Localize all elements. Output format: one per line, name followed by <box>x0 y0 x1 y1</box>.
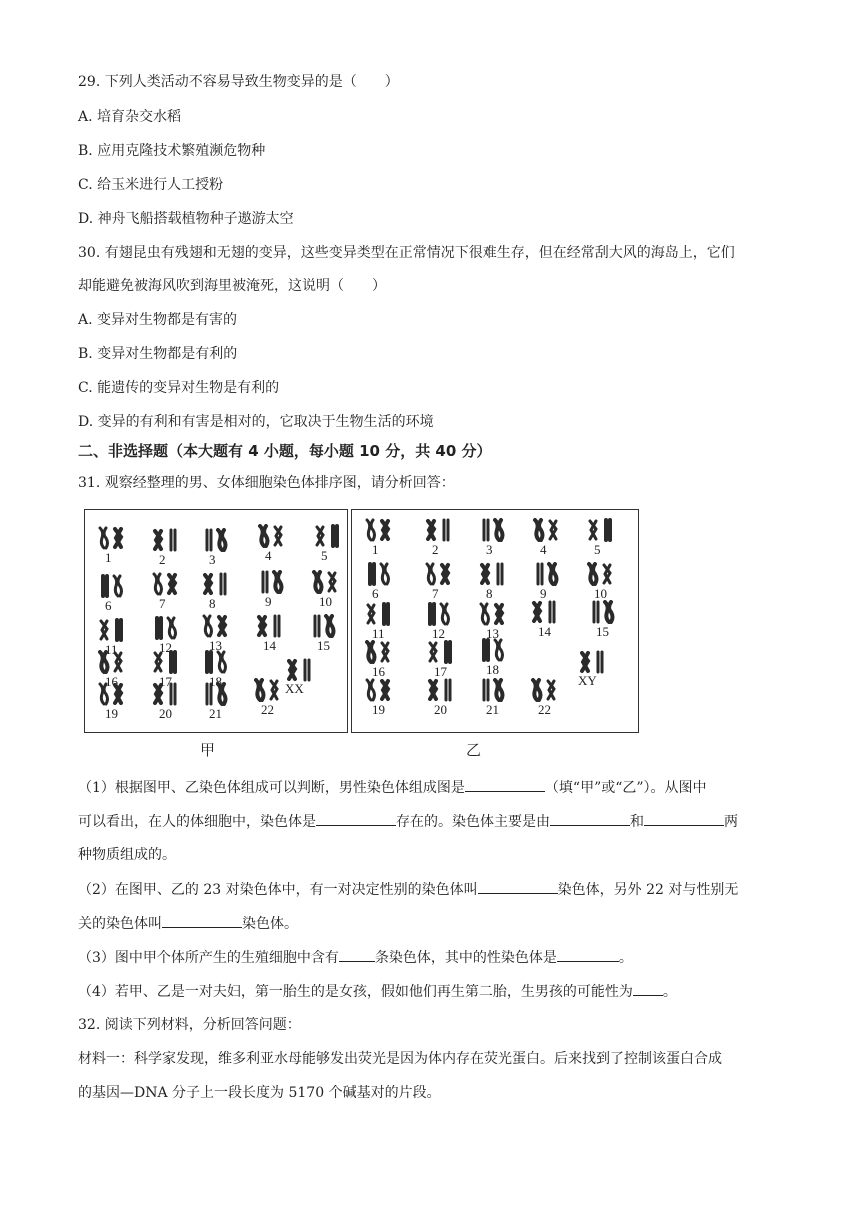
q32-material1-line1: 材料一：科学家发现，维多利亚水母能够发出荧光是因为体内存在荧光蛋白。后来找到了控制该蛋白合成 <box>78 1051 722 1067</box>
chromosome-number: 10 <box>594 586 607 601</box>
chromosome-pair <box>424 602 452 626</box>
q31-p1-text-d: 存在的。染色体主要是由 <box>396 814 550 830</box>
chromosome-number: 22 <box>261 702 274 717</box>
chromosome-pair <box>97 650 125 674</box>
chromosome-number: 11 <box>372 626 385 641</box>
chromosome-pair <box>255 614 283 638</box>
chromosome-pair <box>424 518 452 542</box>
chromosome-number: 17 <box>159 674 172 689</box>
chromosome-pair <box>424 562 452 586</box>
sex-chromosome-pair <box>285 658 313 682</box>
q30-stem-line1: 30. 有翅昆虫有残翅和无翅的变异，这些变异类型在正常情况下很难生存，但在经常刮大风的海岛上，它们 <box>78 245 735 261</box>
chromosome-number: 13 <box>209 638 222 653</box>
chromosome-number: 13 <box>486 626 499 641</box>
chromosome-number: 4 <box>540 542 547 557</box>
chromosome-number: 3 <box>486 542 493 557</box>
chromosome-number: 1 <box>372 542 379 557</box>
chromosome-number: 6 <box>105 598 112 613</box>
q30-stem-line2: 却能避免被海风吹到海里被淹死，这说明（ ） <box>78 278 386 294</box>
q31-stem: 31. 观察经整理的男、女体细胞染色体排序图，请分析回答： <box>78 475 455 491</box>
chromosome-number: 20 <box>159 706 172 721</box>
sex-chromosome-pair <box>578 650 606 674</box>
q30-option-a: A. 变异对生物都是有害的 <box>78 312 238 328</box>
chromosome-pair <box>309 614 337 638</box>
answer-blank <box>316 811 396 826</box>
answer-blank <box>339 947 375 962</box>
q29-stem: 29. 下列人类活动不容易导致生物变异的是（ ） <box>78 74 399 90</box>
chromosome-pair <box>201 614 229 638</box>
chromosome-number: 4 <box>265 548 272 563</box>
q31-p1-line3: 种物质组成的。 <box>78 847 176 863</box>
chromosome-pair <box>426 678 454 702</box>
q31-p3 <box>78 947 633 968</box>
q32-material1-line2: 的基因—DNA 分子上一段长度为 5170 个碱基对的片段。 <box>78 1085 441 1101</box>
q31-p2-text-a: （2）在图甲、乙的 23 对染色体中，有一对决定性别的染色体叫 <box>78 882 478 898</box>
q32-stem: 32. 阅读下列材料，分析回答问题： <box>78 1017 301 1033</box>
chromosome-number: 19 <box>372 702 385 717</box>
karyotype-panel-female <box>84 509 348 733</box>
chromosome-number: 10 <box>319 594 332 609</box>
chromosome-number: 7 <box>159 596 166 611</box>
answer-blank <box>465 777 545 792</box>
chromosome-number: 11 <box>105 642 118 657</box>
chromosome-pair <box>426 640 454 664</box>
chromosome-number: 7 <box>432 586 439 601</box>
q31-p1-line2 <box>78 811 738 832</box>
q31-p1-text-c: 可以看出，在人的体细胞中，染色体是 <box>78 814 316 830</box>
chromosome-number: 14 <box>263 638 276 653</box>
answer-blank <box>478 879 558 894</box>
chromosome-number: 3 <box>209 552 216 567</box>
chromosome-pair <box>478 638 506 662</box>
chromosome-pair <box>201 528 229 552</box>
chromosome-number: 16 <box>372 664 385 679</box>
answer-blank <box>162 913 242 928</box>
q31-p2-text-b: 染色体，另外 22 对与性别无 <box>557 882 739 898</box>
chromosome-number: 21 <box>209 706 222 721</box>
chromosome-pair <box>478 602 506 626</box>
chromosome-pair <box>311 570 339 594</box>
q30-option-b: B. 变异对生物都是有利的 <box>78 346 238 362</box>
chromosome-number: 5 <box>321 548 328 563</box>
chromosome-number: 18 <box>486 662 499 677</box>
chromosome-pair <box>151 528 179 552</box>
chromosome-pair <box>151 572 179 596</box>
chromosome-number: 15 <box>317 638 330 653</box>
q31-p1-line1 <box>78 777 707 798</box>
chromosome-number: 1 <box>105 550 112 565</box>
chromosome-pair <box>588 600 616 624</box>
chromosome-pair <box>364 602 392 626</box>
chromosome-pair <box>586 562 614 586</box>
answer-blank <box>633 981 663 996</box>
chromosome-pair <box>478 678 506 702</box>
chromosome-number: 17 <box>434 664 447 679</box>
q31-p1-text-a: （1）根据图甲、乙染色体组成可以判断，男性染色体组成图是 <box>78 780 465 796</box>
q31-p1-text-f: 两 <box>724 814 738 830</box>
answer-blank <box>644 811 724 826</box>
chromosome-pair <box>313 524 341 548</box>
chromosome-pair <box>364 678 392 702</box>
chromosome-number: 16 <box>105 674 118 689</box>
q29-option-b: B. 应用克隆技术繁殖濒危物种 <box>78 143 266 159</box>
chromosome-pair <box>364 640 392 664</box>
chromosome-pair <box>201 650 229 674</box>
q31-p2-text-c: 关的染色体叫 <box>78 916 162 932</box>
chromosome-number: 15 <box>596 624 609 639</box>
chromosome-pair <box>97 526 125 550</box>
q31-p2-line1 <box>78 879 738 900</box>
chromosome-number: 14 <box>538 624 551 639</box>
chromosome-pair <box>97 682 125 706</box>
chromosome-pair <box>253 678 281 702</box>
chromosome-pair <box>257 570 285 594</box>
chromosome-pair <box>478 518 506 542</box>
q31-p3-text-b: 条染色体，其中的性染色体是 <box>374 950 557 966</box>
q30-option-c: C. 能遗传的变异对生物是有利的 <box>78 380 280 396</box>
chromosome-pair <box>97 618 125 642</box>
chromosome-pair <box>201 682 229 706</box>
chromosome-number: 20 <box>434 702 447 717</box>
chromosome-pair <box>201 572 229 596</box>
q31-p3-text-a: （3）图中甲个体所产生的生殖细胞中含有 <box>78 950 339 966</box>
chromosome-pair <box>530 678 558 702</box>
chromosome-number: 22 <box>538 702 551 717</box>
q31-p1-text-e: 和 <box>630 814 644 830</box>
chromosome-pair <box>97 574 125 598</box>
chromosome-pair <box>532 518 560 542</box>
chromosome-number: 21 <box>486 702 499 717</box>
chromosome-pair <box>478 562 506 586</box>
karyotype-panel-male <box>351 509 639 733</box>
chromosome-number: 8 <box>209 596 216 611</box>
section-title: 二、非选择题（本大题有 4 小题，每小题 10 分，共 40 分） <box>78 442 492 460</box>
chromosome-number: 6 <box>372 586 379 601</box>
chromosome-number: 5 <box>594 542 601 557</box>
chromosome-number: 18 <box>209 674 222 689</box>
q29-option-c: C. 给玉米进行人工授粉 <box>78 177 224 193</box>
chromosome-number: 12 <box>159 640 172 655</box>
chromosome-number: 9 <box>540 586 547 601</box>
chromosome-pair <box>364 518 392 542</box>
answer-blank <box>557 947 619 962</box>
q31-p2-line2 <box>78 913 298 934</box>
chromosome-pair <box>151 616 179 640</box>
chromosome-pair <box>530 600 558 624</box>
chromosome-number: 19 <box>105 706 118 721</box>
figure-caption-jia: 甲 <box>200 741 216 759</box>
q29-option-d: D. 神舟飞船搭载植物种子遨游太空 <box>78 211 294 227</box>
figure-caption-yi: 乙 <box>466 741 482 759</box>
q31-p2-text-d: 染色体。 <box>242 916 298 932</box>
q31-p4-text-a: （4）若甲、乙是一对夫妇，第一胎生的是女孩，假如他们再生第二胎，生男孩的可能性为 <box>78 984 633 1000</box>
answer-blank <box>550 811 630 826</box>
q31-p4-text-b: 。 <box>662 984 677 1000</box>
chromosome-pair <box>257 524 285 548</box>
q31-p3-text-c: 。 <box>618 950 633 966</box>
chromosome-number: 2 <box>432 542 439 557</box>
chromosome-number: 8 <box>486 586 493 601</box>
chromosome-pair <box>151 682 179 706</box>
q31-p1-text-b: （填“甲”或“乙”）。从图中 <box>544 780 707 796</box>
sex-chromosome-label: XY <box>578 673 597 688</box>
chromosome-number: 12 <box>432 626 445 641</box>
sex-chromosome-label: XX <box>285 681 304 696</box>
chromosome-pair <box>586 518 614 542</box>
q31-p4 <box>78 981 677 1002</box>
chromosome-pair <box>151 650 179 674</box>
chromosome-pair <box>364 562 392 586</box>
chromosome-number: 2 <box>159 552 166 567</box>
chromosome-pair <box>532 562 560 586</box>
q29-option-a: A. 培育杂交水稻 <box>78 109 182 125</box>
chromosome-number: 9 <box>265 594 272 609</box>
q30-option-d: D. 变异的有利和有害是相对的，它取决于生物生活的环境 <box>78 414 434 430</box>
